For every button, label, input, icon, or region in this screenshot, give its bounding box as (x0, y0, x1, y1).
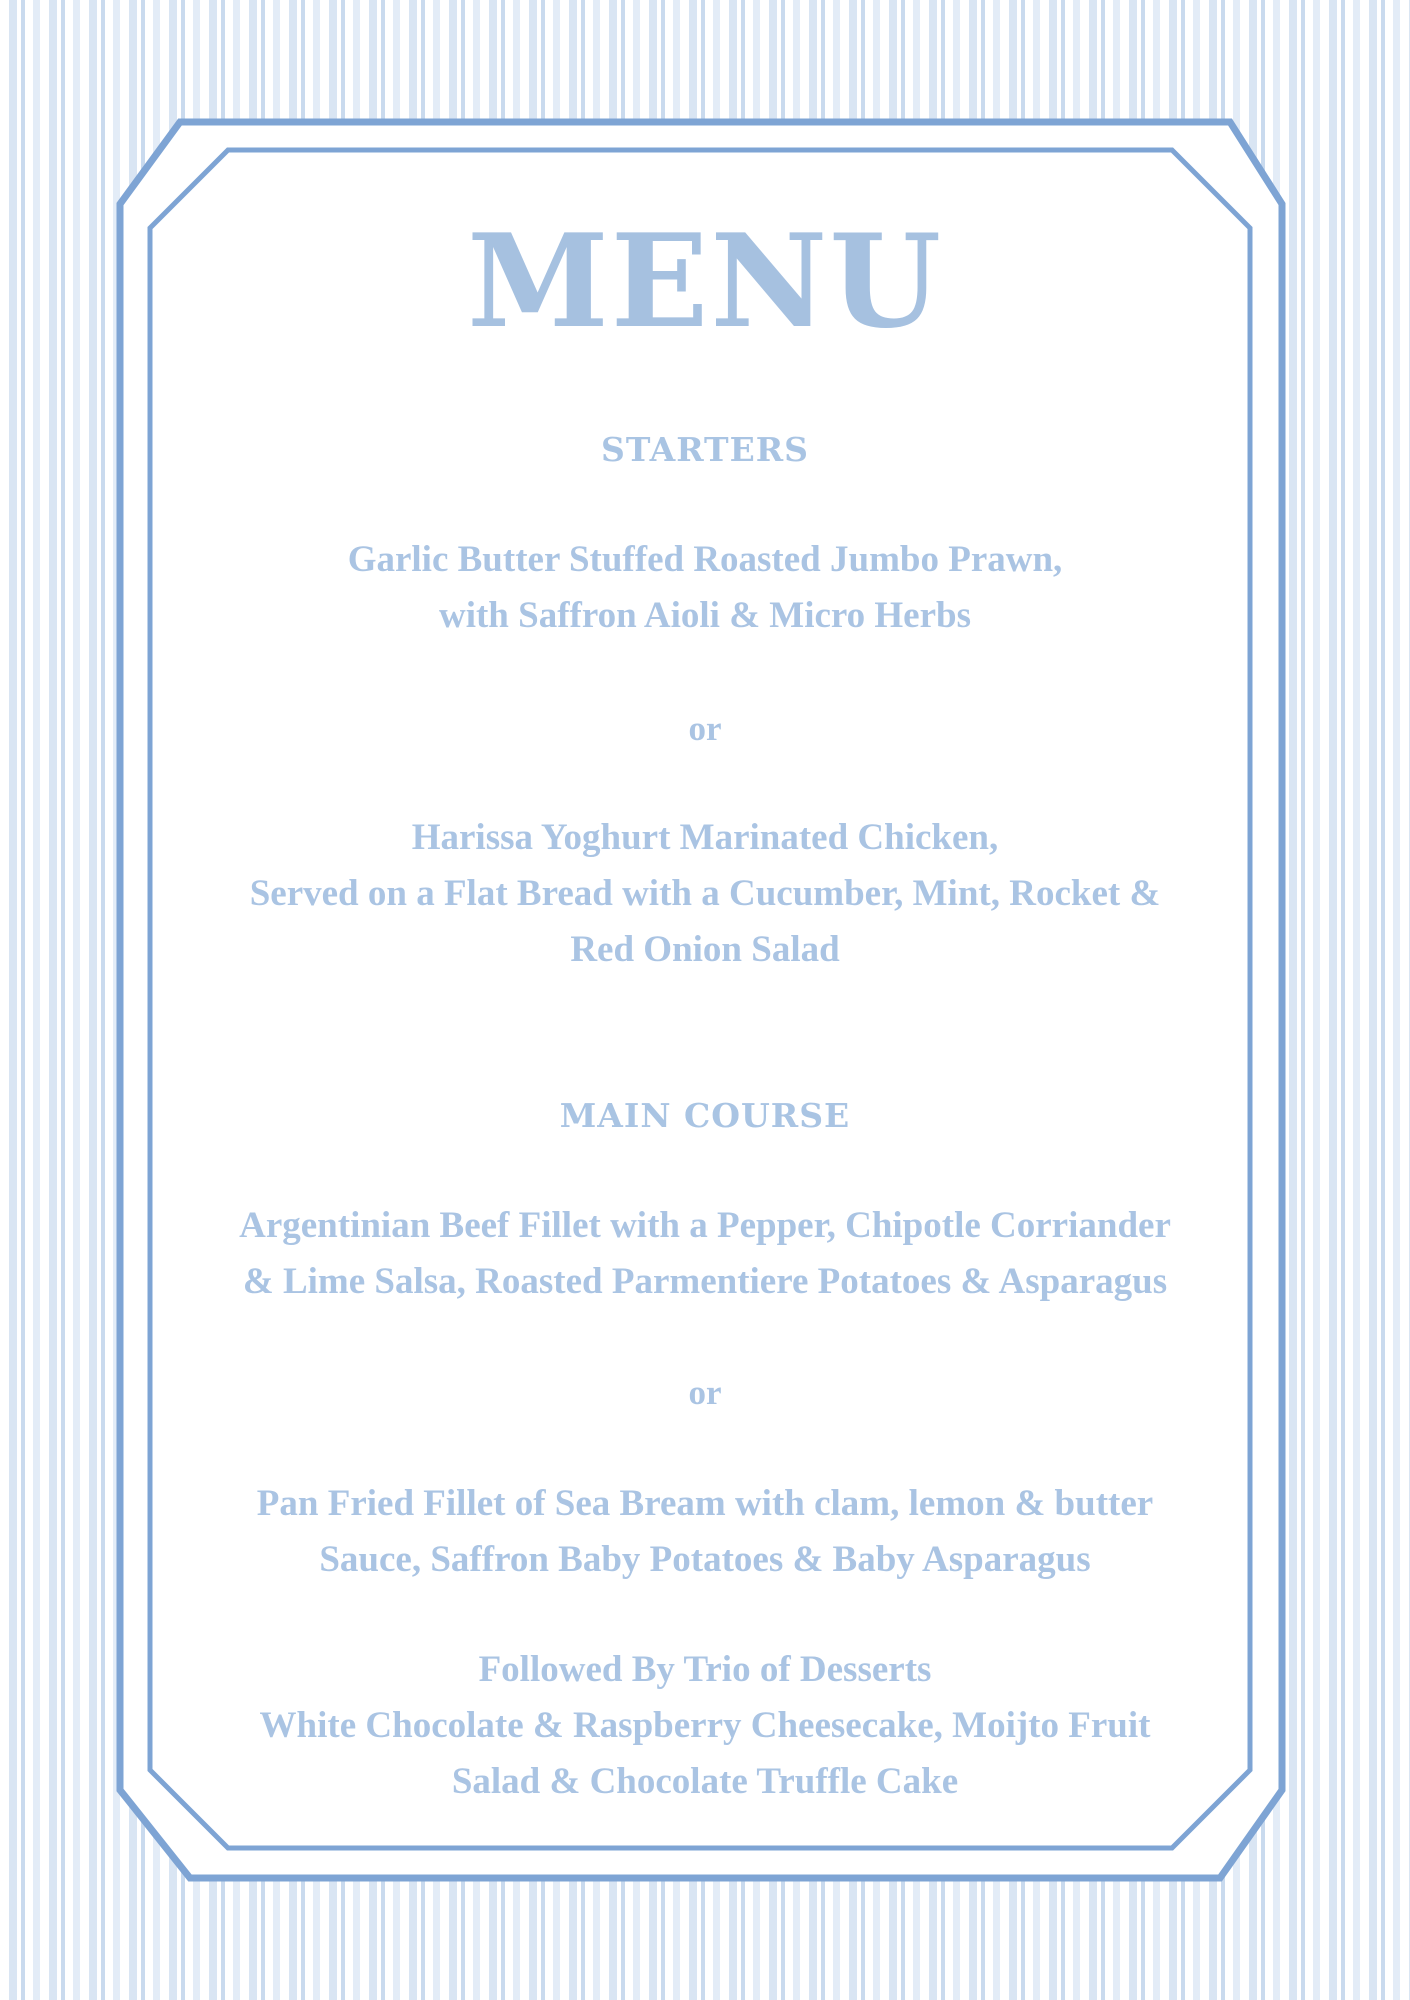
starter-option-1-line-2: with Saffron Aioli & Micro Herbs (438, 595, 972, 636)
menu-title: MENU (467, 207, 943, 357)
main-option-2-line-1: Pan Fried Fillet of Sea Bream with clam, lemon & butter (256, 1483, 1154, 1524)
main-course-heading: MAIN COURSE (559, 1096, 851, 1135)
starter-option-2-line-1: Harissa Yoghurt Marinated Chicken, (411, 817, 999, 858)
main-option-2-line-2: Sauce, Saffron Baby Potatoes & Baby Asparagus (319, 1539, 1091, 1580)
menu-content (190, 190, 1220, 1830)
starter-option-1-line-1: Garlic Butter Stuffed Roasted Jumbo Prawn, (347, 539, 1063, 580)
main-option-1-line-1: Argentinian Beef Fillet with a Pepper, Chipotle Corriander (239, 1205, 1171, 1246)
desserts-line-2: White Chocolate & Raspberry Cheesecake, Moijto Fruit (259, 1705, 1151, 1746)
starter-option-1 (190, 532, 1220, 644)
starter-option-2 (190, 810, 1220, 978)
starter-option-2-line-2: Served on a Flat Bread with a Cucumber, Mint, Rocket & (249, 873, 1161, 914)
desserts (190, 1642, 1220, 1810)
main-course-separator: or (688, 1373, 722, 1412)
starters-separator: or (688, 709, 722, 748)
desserts-line-3: Salad & Chocolate Truffle Cake (451, 1761, 959, 1802)
desserts-line-1: Followed By Trio of Desserts (478, 1649, 932, 1690)
main-option-1-line-2: & Lime Salsa, Roasted Parmentiere Potatoes & Asparagus (242, 1261, 1168, 1302)
starter-option-2-line-3: Red Onion Salad (570, 929, 840, 970)
main-option-2 (190, 1476, 1220, 1588)
starters-heading: STARTERS (601, 430, 809, 469)
main-option-1 (190, 1198, 1220, 1310)
